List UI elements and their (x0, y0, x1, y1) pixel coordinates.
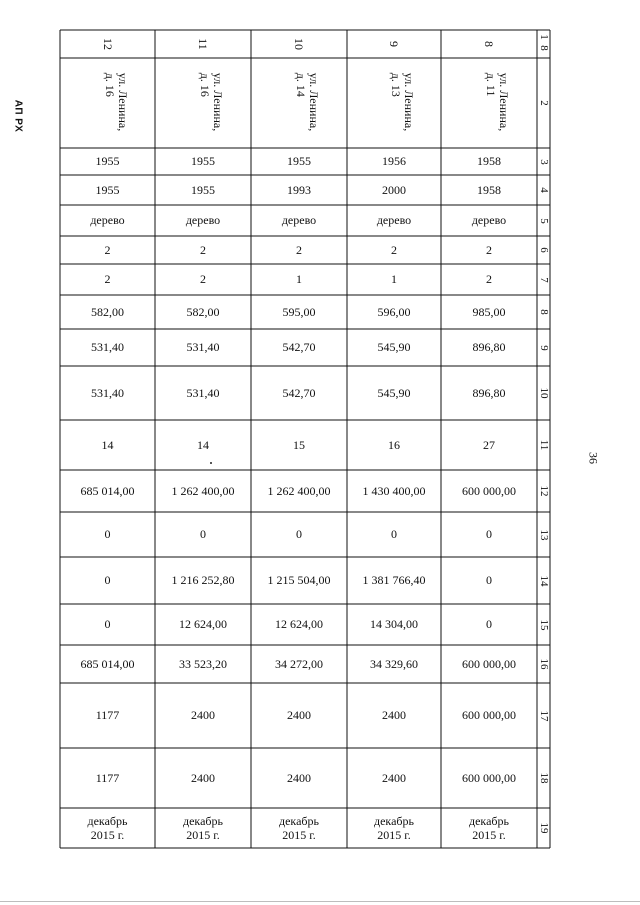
cell-text: 1955 (95, 182, 120, 197)
cell-text: 600 000,00 (462, 656, 516, 671)
address-9-text (389, 73, 415, 131)
table-cell (347, 420, 441, 470)
row-number-6-text: 6 (537, 247, 550, 253)
table-cell (251, 148, 347, 175)
cell-text-line: декабрь (469, 814, 509, 828)
cell-text: 685 014,00 (80, 656, 135, 671)
row-number-18 (537, 748, 550, 808)
cell-text: 896,80 (472, 385, 506, 400)
table-cell (441, 604, 537, 645)
cell-text (279, 814, 319, 842)
column-number-8-text: 8 (482, 41, 496, 47)
row-number-19-text: 19 (537, 822, 550, 834)
address-11-text (198, 73, 224, 131)
table-cell (441, 683, 537, 748)
row-number-10-text: 10 (537, 387, 550, 399)
cell-text-line: декабрь (87, 814, 128, 828)
table-cell (251, 366, 347, 420)
row-number-13 (537, 512, 550, 557)
col-index-seq (537, 40, 550, 56)
table-cell (60, 329, 155, 366)
table-cell (251, 557, 347, 604)
archive-stamp-label: АП РХ (12, 99, 24, 133)
cell-text: 896,80 (472, 340, 506, 354)
cell-text: 12 624,00 (179, 617, 227, 631)
cell-text: 545,90 (377, 340, 411, 354)
table-cell (155, 148, 251, 175)
table-cell (441, 205, 537, 236)
table-cell (441, 366, 537, 420)
address-12-text (103, 73, 129, 131)
col-index-2-text: 2 (537, 100, 550, 106)
table-cell (251, 264, 347, 295)
row-number-5 (537, 205, 550, 236)
cell-text: 14 304,00 (370, 617, 418, 631)
cell-text: 15 (293, 437, 305, 452)
row-number-18-text: 18 (537, 772, 550, 784)
cell-text (469, 814, 509, 842)
cell-text: 595,00 (282, 304, 316, 319)
table-cell (441, 470, 537, 512)
cell-text: 531,40 (186, 340, 220, 354)
cell-text: 600 000,00 (462, 483, 516, 498)
cell-text: 0 (486, 527, 492, 541)
table-cell (347, 148, 441, 175)
table-cell (60, 205, 155, 236)
cell-text: 0 (104, 617, 111, 631)
table-cell (60, 148, 155, 175)
cell-text: 2 (104, 272, 111, 286)
cell-text: 1 (391, 272, 397, 286)
cell-text: 1 216 252,80 (171, 573, 235, 587)
row-number-12-text: 12 (537, 485, 550, 497)
row-number-7 (537, 264, 550, 295)
row-number-7-text: 7 (537, 276, 550, 283)
table-cell (347, 264, 441, 295)
table-cell (441, 557, 537, 604)
address-8-line: д. 11 (484, 72, 498, 97)
table-cell (60, 366, 155, 420)
cell-text: 0 (104, 573, 111, 587)
address-11-line: д. 16 (198, 72, 212, 97)
cell-text: 1955 (191, 154, 215, 168)
cell-text: 2000 (382, 182, 406, 197)
table-cell (60, 557, 155, 604)
table-cell (251, 295, 347, 329)
table-cell (60, 420, 155, 470)
table-cell (155, 264, 251, 295)
cell-text: 985,00 (472, 304, 506, 319)
cell-text: 1 262 400,00 (267, 483, 331, 498)
table-cell (441, 512, 537, 557)
table-cell (441, 264, 537, 295)
row-number-3 (537, 148, 550, 175)
table-cell (441, 175, 537, 205)
cell-text: 1 262 400,00 (171, 483, 235, 498)
table-cell (347, 645, 441, 683)
cell-text: 1958 (477, 182, 501, 197)
table-cell (60, 295, 155, 329)
table-cell (251, 420, 347, 470)
address-11 (155, 58, 251, 148)
cell-text-line: 2015 г. (472, 828, 506, 842)
table-cell (155, 604, 251, 645)
table-cell (347, 236, 441, 264)
table-cell (155, 683, 251, 748)
table-cell (60, 470, 155, 512)
table-cell (251, 470, 347, 512)
column-number-12-text: 12 (100, 38, 115, 50)
table-cell (155, 512, 251, 557)
cell-text: 0 (296, 527, 302, 541)
cell-text: 582,00 (186, 304, 220, 319)
table-cell (441, 645, 537, 683)
table-cell (441, 748, 537, 808)
table-cell (251, 512, 347, 557)
row-number-13-text: 13 (537, 529, 550, 540)
page-number-label: 36 (586, 452, 601, 464)
table-cell (347, 205, 441, 236)
cell-text: 33 523,20 (179, 656, 227, 671)
cell-text: 1177 (95, 708, 120, 722)
row-number-16 (537, 645, 550, 683)
table-cell (441, 236, 537, 264)
table-cell (155, 329, 251, 366)
address-10 (251, 58, 347, 148)
cell-text (183, 814, 223, 842)
row-number-5-text: 5 (537, 217, 550, 224)
address-10-line: ул. Ленина, (307, 72, 321, 132)
row-number-11 (537, 420, 550, 470)
cell-text-line: декабрь (279, 814, 319, 828)
address-12-line: ул. Ленина, (115, 72, 130, 132)
cell-text: 1177 (95, 770, 120, 785)
table-cell (155, 205, 251, 236)
cell-text: 16 (388, 437, 400, 452)
cell-text: 1 215 504,00 (267, 573, 331, 587)
cell-text-line: 2015 г. (186, 828, 220, 842)
cell-text: 12 624,00 (275, 617, 323, 631)
row-number-17 (537, 683, 550, 748)
table-cell (441, 148, 537, 175)
row-number-15 (537, 604, 550, 645)
table-cell (60, 175, 155, 205)
table-cell (155, 808, 251, 848)
table-cell (155, 366, 251, 420)
row-number-16-text: 16 (537, 658, 550, 670)
archive-stamp (7, 86, 29, 146)
table-cell (251, 604, 347, 645)
table-cell (347, 557, 441, 604)
cell-text: 1993 (287, 182, 311, 197)
cell-text: 600 000,00 (462, 770, 516, 785)
column-number-12 (60, 30, 155, 58)
cell-text-line: декабрь (374, 814, 414, 828)
cell-text: 1956 (382, 154, 406, 168)
cell-text: 2 (200, 272, 206, 286)
row-number-3-text: 3 (537, 158, 550, 165)
cell-text: 2 (200, 242, 206, 257)
table-cell (441, 329, 537, 366)
cell-text: дерево (471, 213, 507, 227)
page-number (580, 445, 606, 471)
column-number-8 (441, 30, 537, 58)
table-cell (60, 748, 155, 808)
row-number-8 (537, 295, 550, 329)
cell-text: 0 (391, 527, 397, 541)
row-number-9-text: 9 (537, 344, 550, 351)
table-cell (251, 645, 347, 683)
table-cell (251, 205, 347, 236)
address-11-line: ул. Ленина, (211, 72, 225, 132)
cell-text: 2 (296, 242, 302, 257)
cell-text: 0 (486, 617, 492, 631)
column-number-9 (347, 30, 441, 58)
row-number-11-text: 11 (537, 439, 550, 451)
table-cell (155, 645, 251, 683)
cell-text: 2 (391, 242, 397, 257)
cell-text: 1955 (191, 182, 215, 197)
table-cell (60, 236, 155, 264)
cell-text (88, 814, 128, 842)
cell-text: дерево (90, 213, 125, 227)
col-index-2 (537, 58, 550, 148)
row-number-14 (537, 557, 550, 604)
table-cell (347, 683, 441, 748)
table-cell (347, 329, 441, 366)
table-cell (441, 295, 537, 329)
table-cell (60, 264, 155, 295)
table-cell (155, 748, 251, 808)
cell-text: 2400 (382, 708, 406, 722)
table-cell (60, 604, 155, 645)
address-9-line: д. 13 (389, 72, 403, 97)
table-cell (60, 808, 155, 848)
address-10-text (294, 73, 320, 131)
table-cell (347, 295, 441, 329)
cell-text: дерево (281, 213, 317, 227)
cell-text-line: 2015 г. (282, 828, 316, 842)
table-cell (347, 175, 441, 205)
cell-text: 34 272,00 (275, 656, 323, 671)
table-cell (251, 175, 347, 205)
cell-text: 1 381 766,40 (362, 573, 426, 587)
table-cell (155, 470, 251, 512)
cell-text: 2400 (287, 770, 311, 785)
col-index-1-text: 1 (537, 34, 550, 40)
table-cell (251, 236, 347, 264)
table-cell (60, 645, 155, 683)
column-number-10-text: 10 (292, 38, 306, 50)
column-number-11 (155, 30, 251, 58)
cell-text: 27 (483, 437, 495, 452)
cell-text-line: 2015 г. (377, 828, 411, 842)
column-number-9-text: 9 (387, 41, 401, 47)
cell-text: 0 (200, 527, 206, 541)
cell-text: 685 014,00 (80, 483, 135, 498)
cell-text: 34 329,60 (370, 656, 418, 671)
table-cell (155, 557, 251, 604)
address-10-line: д. 14 (294, 72, 308, 97)
table-cell (251, 748, 347, 808)
cell-text: 600 000,00 (462, 708, 516, 722)
cell-text: дерево (376, 213, 412, 227)
cell-text: 2400 (191, 708, 215, 722)
column-number-10 (251, 30, 347, 58)
table-cell (60, 512, 155, 557)
table-cell (251, 808, 347, 848)
cell-text: 531,40 (91, 340, 124, 354)
column-number-11-text: 11 (196, 38, 210, 50)
cell-text: 542,70 (282, 385, 316, 400)
cell-text (374, 814, 414, 842)
address-8-text (484, 73, 510, 131)
address-12-line: д. 16 (102, 72, 117, 97)
cell-text: 1 430 400,00 (362, 483, 426, 498)
cell-text: 1955 (95, 154, 120, 168)
table-cell (251, 683, 347, 748)
address-8-line: ул. Ленина, (497, 72, 511, 132)
row-number-14-text: 14 (537, 575, 550, 586)
cell-text: 1958 (477, 154, 501, 168)
cell-text: 531,40 (91, 385, 124, 400)
cell-text: 2 (486, 242, 492, 257)
table-cell (347, 366, 441, 420)
table-cell (155, 175, 251, 205)
row-number-10 (537, 366, 550, 420)
row-number-9 (537, 329, 550, 366)
cell-text: 2 (104, 242, 111, 257)
table-cell (155, 236, 251, 264)
row-number-15-text: 15 (537, 619, 550, 630)
row-number-4 (537, 175, 550, 205)
table-cell (347, 748, 441, 808)
cell-text: 545,90 (377, 385, 411, 400)
address-8 (441, 58, 537, 148)
address-9 (347, 58, 441, 148)
cell-text: 0 (104, 527, 111, 541)
address-9-line: ул. Ленина, (402, 72, 416, 132)
row-number-17-text: 17 (537, 710, 550, 721)
cell-text: 596,00 (377, 304, 411, 319)
row-number-19 (537, 808, 550, 848)
table-cell (251, 329, 347, 366)
cell-text: 14 (197, 437, 209, 452)
table-cell (347, 512, 441, 557)
table-cell (347, 470, 441, 512)
table-cell (347, 604, 441, 645)
page-bottom-edge (0, 901, 640, 902)
address-12 (60, 58, 155, 148)
cell-text: 1955 (287, 154, 311, 168)
cell-text: 582,00 (91, 304, 124, 319)
row-number-4-text: 4 (537, 187, 550, 193)
table-cell (60, 683, 155, 748)
row-number-8-text: 8 (537, 309, 550, 315)
cell-text: 0 (486, 573, 492, 587)
cell-text: 1 (296, 272, 302, 286)
row-number-12 (537, 470, 550, 512)
row-number-6 (537, 236, 550, 264)
cell-text-line: декабрь (183, 814, 223, 828)
cell-text: дерево (185, 213, 221, 227)
table-cell (155, 295, 251, 329)
cell-text: 2 (486, 272, 492, 286)
col-index-seq-text: 8 (537, 45, 550, 51)
cell-text: 2400 (191, 770, 215, 785)
cell-text-line: 2015 г. (90, 828, 125, 842)
cell-text: 2400 (382, 770, 406, 785)
table-cell (441, 420, 537, 470)
cell-text: 542,70 (282, 340, 316, 354)
cell-text: 14 (101, 437, 114, 452)
cell-text: 531,40 (186, 385, 220, 400)
table-cell (155, 420, 251, 470)
scan-speck (210, 462, 212, 464)
table-cell (347, 808, 441, 848)
table-cell (441, 808, 537, 848)
cell-text: 2400 (287, 708, 311, 722)
